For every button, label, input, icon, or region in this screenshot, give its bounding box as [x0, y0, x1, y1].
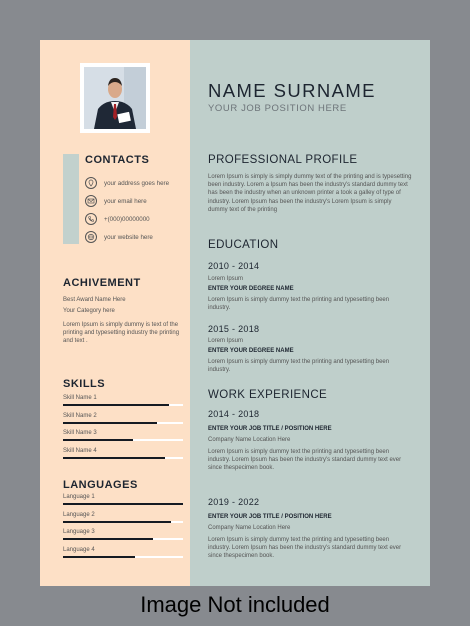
job-position: YOUR JOB POSITION HERE	[208, 103, 347, 114]
experience-1-job: ENTER YOUR JOB TITLE / POSITION HERE	[208, 426, 332, 432]
profile-photo	[80, 63, 150, 133]
globe-icon	[85, 231, 97, 243]
skill-label: Skill Name 4	[63, 447, 97, 454]
contact-website-text: your website here	[104, 233, 153, 241]
language-bar-track	[63, 556, 183, 558]
language-bar-fill	[63, 556, 135, 558]
image-not-included-caption: Image Not included	[140, 592, 330, 617]
skill-label: Skill Name 1	[63, 395, 97, 401]
skills-title: SKILLS	[63, 378, 106, 390]
education-1-years: 2010 - 2014	[208, 261, 260, 271]
achievement-award: Best Award Name Here	[63, 297, 126, 303]
language-label: Language 4	[63, 546, 95, 553]
education-1-place: Lorem Ipsum	[208, 276, 244, 282]
experience-2-job: ENTER YOUR JOB TITLE / POSITION HERE	[208, 514, 332, 520]
name-heading: NAME SURNAME	[208, 80, 376, 101]
education-title: EDUCATION	[208, 239, 279, 251]
person-photo-icon	[84, 67, 146, 129]
skill-bar-track	[63, 439, 183, 441]
contacts-accent-bar	[63, 154, 79, 244]
contact-website	[85, 229, 153, 245]
language-label: Language 1	[63, 494, 95, 500]
skill-bar-track	[63, 457, 183, 459]
mail-icon	[85, 195, 97, 207]
achievement-text: Lorem Ipsum is simply dummy is text of the printing and typesetting industry the printing and text .	[63, 322, 180, 345]
education-2-text: Lorem Ipsum is simply dummy text the printing and typesetting been industry.	[208, 359, 390, 374]
language-bar-track	[63, 503, 183, 505]
skill-bar-track	[63, 422, 183, 424]
languages-title: LANGUAGES	[63, 479, 138, 491]
contact-email-text: your email here	[104, 197, 147, 205]
location-icon	[85, 177, 97, 189]
skill-label: Skill Name 2	[63, 412, 97, 419]
skill-label: Skill Name 3	[63, 430, 97, 436]
education-1-text: Lorem Ipsum is simply dummy text the printing and typesetting been industry.	[208, 297, 390, 312]
contact-address	[85, 175, 169, 191]
experience-2-years: 2019 - 2022	[208, 497, 260, 507]
education-1-degree: ENTER YOUR DEGREE NAME	[208, 286, 294, 292]
skill-bar-fill	[63, 457, 165, 459]
experience-1-text: Lorem Ipsum is simply dummy text the printing and typesetting been industry. Lorem Ipsum has been the industry's standard dummy text ever since thespecimen book.	[208, 449, 402, 472]
phone-icon	[85, 213, 97, 225]
education-2-years: 2015 - 2018	[208, 324, 260, 334]
contact-email	[85, 193, 147, 209]
experience-2-company: Company Name Location Here	[208, 525, 291, 531]
experience-title: WORK EXPERIENCE	[208, 389, 328, 401]
contact-phone	[85, 211, 150, 227]
skill-bar-track	[63, 404, 183, 406]
contact-address-text: your address goes here	[104, 179, 170, 187]
experience-2-text: Lorem Ipsum is simply dummy text the printing and typesetting been industry. Lorem Ipsum has been the industry's standard dummy text ever since thespecimen book.	[208, 537, 402, 560]
education-2-degree: ENTER YOUR DEGREE NAME	[208, 348, 294, 354]
skill-bar-fill	[63, 422, 157, 424]
language-label: Language 3	[63, 529, 95, 535]
language-bar-track	[63, 521, 183, 523]
achievement-title: ACHIVEMENT	[63, 277, 141, 289]
language-bar-track	[63, 538, 183, 540]
language-bar-fill	[63, 521, 171, 523]
experience-1-years: 2014 - 2018	[208, 409, 260, 419]
language-label: Language 2	[63, 511, 95, 518]
contact-phone-text: +(000)00000000	[104, 215, 150, 223]
skill-bar-fill	[63, 404, 169, 406]
resume-sheet	[40, 40, 430, 586]
skill-bar-fill	[63, 439, 133, 441]
education-2-place: Lorem Ipsum	[208, 338, 244, 344]
left-column	[40, 40, 190, 586]
achievement-category: Your Category here	[63, 308, 115, 314]
profile-text: Lorem Ipsum is simply is simply dummy text of the printing and is typesetting been industry. Lorem a Ipsum has been the industry's standard dummy text has been the industry when an unknown printer a took a galley of type of industry. Lorem Ipsum has been the industry's Lorem Ipsum is simply dummy text of the printing	[208, 174, 412, 213]
profile-title: PROFESSIONAL PROFILE	[208, 154, 358, 166]
experience-1-company: Company Name Location Here	[208, 437, 291, 443]
language-bar-fill	[63, 503, 183, 505]
contacts-title: CONTACTS	[85, 154, 150, 166]
language-bar-fill	[63, 538, 153, 540]
